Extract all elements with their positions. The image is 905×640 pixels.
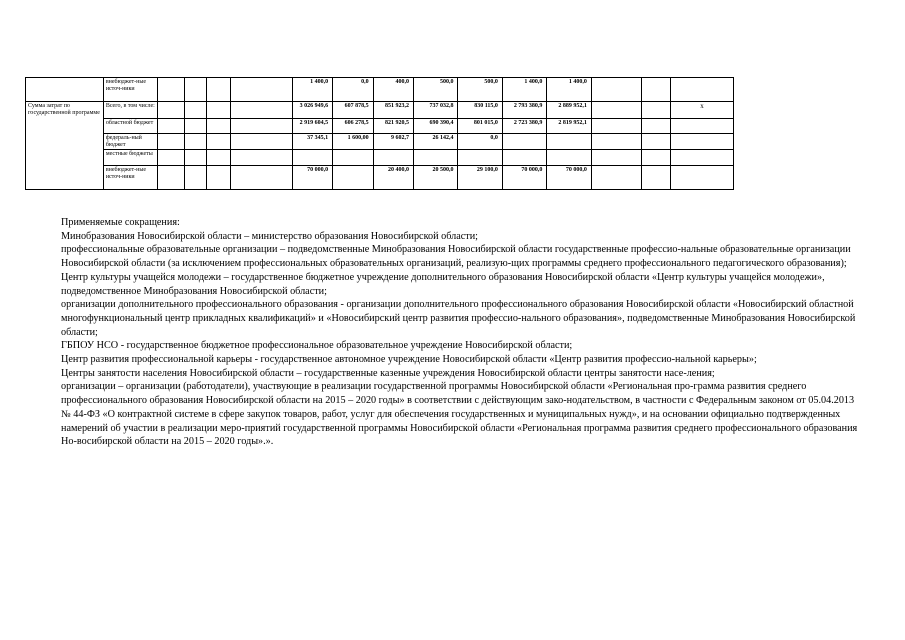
empty-cell [206, 134, 230, 150]
empty-cell [591, 166, 642, 190]
year-value: 1 600,00 [333, 134, 373, 150]
year-value: 0,0 [458, 134, 502, 150]
empty-cell [184, 134, 206, 150]
year-value: 821 920,5 [373, 119, 413, 134]
year-value: 2 793 380,9 [502, 102, 546, 119]
year-value: 26 142,4 [414, 134, 458, 150]
result-cell [670, 119, 734, 134]
empty-cell [158, 166, 184, 190]
year-value: 0,0 [333, 78, 373, 102]
empty-cell [642, 134, 670, 150]
empty-cell [642, 119, 670, 134]
note-item: профессиональные образовательные организации – подведомственные Минобразования Новосибирской области государственные профессио-нальные образовательные организации Новосибирской области (за исключением профессиональных образовательных организаций, реализую-щих программы среднего профессионального педагогического образования); [61, 244, 851, 270]
empty-cell [591, 134, 642, 150]
empty-cell [231, 78, 293, 102]
empty-cell [642, 166, 670, 190]
year-value: 29 100,0 [458, 166, 502, 190]
year-value: 737 032,8 [414, 102, 458, 119]
year-value: 2 723 380,9 [502, 119, 546, 134]
empty-cell [158, 119, 184, 134]
empty-cell [158, 78, 184, 102]
abbreviations-notes [61, 216, 861, 449]
result-cell: х [670, 102, 734, 119]
total-value: 2 919 604,5 [292, 119, 332, 134]
table-row [26, 102, 881, 119]
empty-cell [642, 102, 670, 119]
note-item: организации дополнительного профессионального образования - организации дополнительного профессионального образования Новосибирской области «Новосибирский областной многофункциональный центр прикладных квалификаций» и «Новосибирский центр развития профессио-нального образования», подведомственные Минобразования Новосибирской области; [61, 299, 856, 338]
empty-cell [642, 150, 670, 166]
year-value: 606 278,5 [333, 119, 373, 134]
total-value: 37 345,1 [292, 134, 332, 150]
financing-table [25, 77, 881, 190]
table-row [26, 166, 881, 190]
year-value: 70 000,0 [547, 166, 591, 190]
year-value: 801 015,0 [458, 119, 502, 134]
note-item: ГБПОУ НСО - государственное бюджетное профессиональное образовательное учреждение Новосибирской области; [61, 340, 573, 352]
year-value: 690 390,4 [414, 119, 458, 134]
empty-cell [158, 102, 184, 119]
year-value: 20 500,0 [414, 166, 458, 190]
year-value: 2 889 952,1 [547, 102, 591, 119]
total-value [292, 150, 332, 166]
funding-source: областной бюджет [103, 119, 158, 134]
empty-cell [184, 119, 206, 134]
funding-source: внебюджет-ные источ-ники [103, 166, 158, 190]
empty-cell [591, 150, 642, 166]
empty-cell [591, 119, 642, 134]
empty-cell [158, 134, 184, 150]
funding-source: Всего, в том числе: [103, 102, 158, 119]
empty-cell [206, 119, 230, 134]
table-row [26, 150, 881, 166]
year-value [547, 150, 591, 166]
row-label: Сумма затрат по государственной программе [26, 102, 104, 190]
empty-cell [231, 166, 293, 190]
year-value: 851 923,2 [373, 102, 413, 119]
year-value [502, 134, 546, 150]
notes-heading: Применяемые сокращения: [61, 217, 180, 228]
table-row [26, 119, 881, 134]
year-value: 20 400,0 [373, 166, 413, 190]
year-value [373, 150, 413, 166]
note-item: Центр развития профессиональной карьеры - государственное автономное учреждение Новосибирской области «Центр развития профессио-нальной карьеры»; [61, 354, 757, 366]
total-value: 1 400,0 [292, 78, 332, 102]
empty-cell [206, 150, 230, 166]
year-value [547, 134, 591, 150]
year-value: 70 000,0 [502, 166, 546, 190]
year-value: 607 878,5 [333, 102, 373, 119]
note-item: организации – организации (работодатели), участвующие в реализации государственной программы Новосибирской области «Региональная про-грамма развития среднего профессионального образования Новосибирской области на 2015 – 2020 годы» в соответствии с действующим зако-нодательством, в частности с Федеральным законом от 05.04.2013 № 44-ФЗ «О контрактной системе в сфере закупок товаров, работ, услуг для обеспечения государственных и муниципальных нужд», и на основании официально подтвержденных намерений об участии в реализации меро-приятий государственной программы Новосибирской области «Региональная программа развития среднего профессионального образования Но-восибирской области на 2015 – 2020 годы».». [61, 381, 858, 448]
result-cell [670, 166, 734, 190]
note-item: Центр культуры учащейся молодежи – государственное бюджетное учреждение дополнительного образования Новосибирской области «Центр культуры учащейся молодежи», подведомственное Минобразования Новосибирской области; [61, 271, 825, 297]
table-row [26, 78, 881, 102]
funding-source: федераль-ный бюджет [103, 134, 158, 150]
note-item: Центры занятости населения Новосибирской области – государственные казенные учреждения Новосибирской области центры занятости насе-ления; [61, 367, 715, 379]
year-value: 9 602,7 [373, 134, 413, 150]
empty-cell [158, 150, 184, 166]
year-value: 400,0 [373, 78, 413, 102]
year-value [333, 166, 373, 190]
empty-cell [206, 166, 230, 190]
note-item: Минобразования Новосибирской области – министерство образования Новосибирской области; [61, 230, 478, 242]
empty-cell [231, 119, 293, 134]
year-value [502, 150, 546, 166]
total-value: 3 026 949,6 [292, 102, 332, 119]
empty-cell [184, 78, 206, 102]
year-value: 500,0 [458, 78, 502, 102]
empty-cell [206, 78, 230, 102]
empty-cell [231, 134, 293, 150]
empty-cell [231, 150, 293, 166]
empty-cell [184, 102, 206, 119]
year-value [458, 150, 502, 166]
empty-cell [591, 102, 642, 119]
year-value [414, 150, 458, 166]
empty-cell [206, 102, 230, 119]
year-value: 1 400,0 [547, 78, 591, 102]
result-cell [670, 78, 734, 102]
empty-cell [184, 166, 206, 190]
empty-cell [591, 78, 642, 102]
year-value: 500,0 [414, 78, 458, 102]
result-cell [670, 150, 734, 166]
empty-cell [231, 102, 293, 119]
row-label [26, 78, 104, 102]
year-value: 2 819 952,1 [547, 119, 591, 134]
result-cell [670, 134, 734, 150]
year-value: 830 115,0 [458, 102, 502, 119]
empty-cell [642, 78, 670, 102]
empty-cell [184, 150, 206, 166]
funding-source: местные бюджеты [103, 150, 158, 166]
total-value: 70 000,0 [292, 166, 332, 190]
table-row [26, 134, 881, 150]
funding-source: внебюджет-ные источ-ники [103, 78, 158, 102]
year-value: 1 400,0 [502, 78, 546, 102]
year-value [333, 150, 373, 166]
